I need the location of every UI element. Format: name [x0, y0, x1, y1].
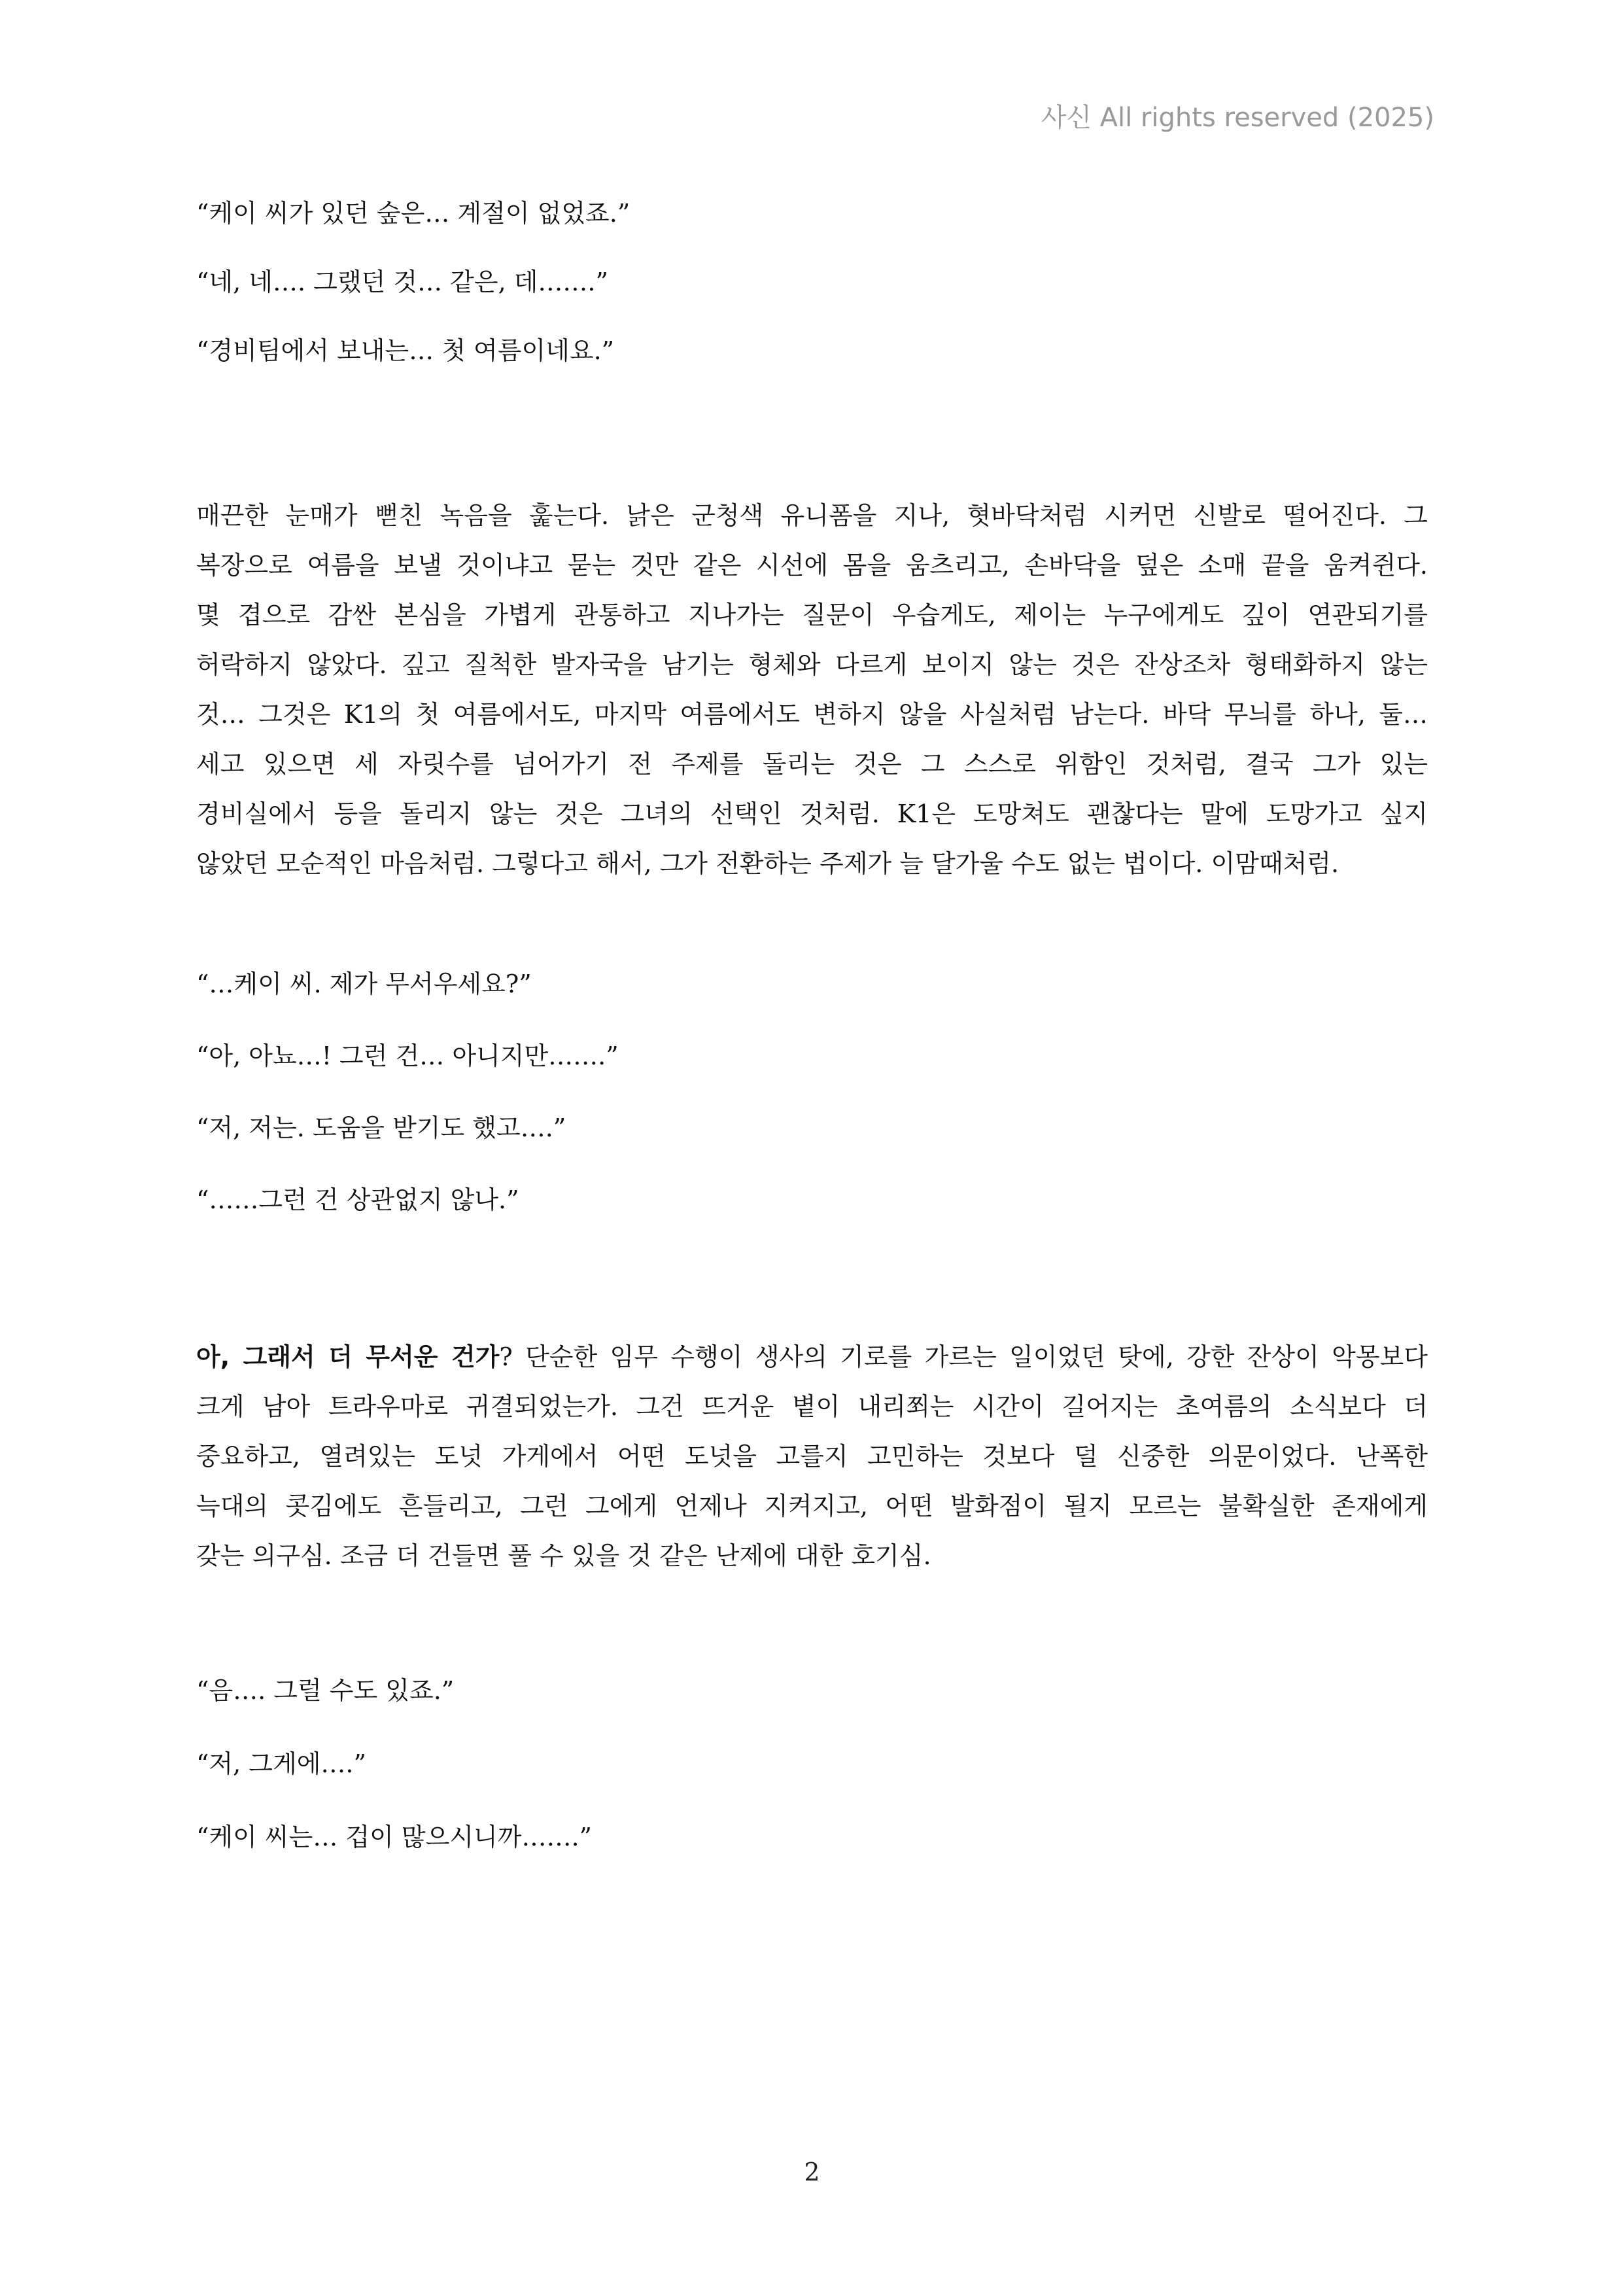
dialogue-line: “음…. 그럴 수도 있죠.”: [196, 1676, 455, 1705]
paragraph-line: 매끈한 눈매가 뻗친 녹음을 훑는다. 낡은 군청색 유니폼을 지나, 혓바닥처럼 시커먼 신발로 떨어진다. 그: [196, 501, 1428, 530]
paragraph-line: 세고 있으면 세 자릿수를 넘어가기 전 주제를 돌리는 것은 그 스스로 위함인 것처럼, 결국 그가 있는: [196, 750, 1428, 779]
page-number: 2: [804, 2158, 820, 2186]
dialogue-line: “저, 그게에….”: [196, 1749, 366, 1778]
paragraph-line: 경비실에서 등을 돌리지 않는 것은 그녀의 선택인 것처럼. K1은 도망쳐도 괜찮다는 말에 도망가고 싶지: [196, 799, 1428, 828]
paragraph-line: 늑대의 콧김에도 흔들리고, 그런 그에게 언제나 지켜지고, 어떤 발화점이 될지 모르는 불확실한 존재에게: [196, 1492, 1428, 1520]
narrative-paragraph: [196, 1332, 1428, 1581]
emphasized-thought: 아, 그래서 더 무서운 건가: [196, 1342, 500, 1371]
paragraph-line: 몇 겹으로 감싼 본심을 가볍게 관통하고 지나가는 질문이 우습게도, 제이는 누구에게도 깊이 연관되기를: [196, 601, 1428, 629]
paragraph-line: 않았던 모순적인 마음처럼. 그렇다고 해서, 그가 전환하는 주제가 늘 달가울 수도 없는 법이다. 이맘때처럼.: [196, 849, 1339, 878]
paragraph-line: [196, 1332, 1428, 1382]
dialogue-line: “네, 네…. 그랬던 것… 같은, 데…….”: [196, 268, 608, 296]
dialogue-line: “…케이 씨. 제가 무서우세요?”: [196, 970, 532, 998]
paragraph-text: ? 단순한 임무 수행이 생사의 기로를 가르는 일이었던 탓에, 강한 잔상이 악몽보다: [499, 1342, 1428, 1371]
paragraph-line: 크게 남아 트라우마로 귀결되었는가. 그건 뜨거운 볕이 내리쬐는 시간이 길어지는 초여름의 소식보다 더: [196, 1392, 1428, 1421]
narrative-paragraph: [196, 491, 1428, 888]
paragraph-line: 갖는 의구심. 조금 더 건들면 풀 수 있을 것 같은 난제에 대한 호기심.: [196, 1541, 931, 1570]
dialogue-line: “……그런 건 상관없지 않나.”: [196, 1185, 519, 1214]
paragraph-line: 것… 그것은 K1의 첫 여름에서도, 마지막 여름에서도 변하지 않을 사실처럼 남는다. 바닥 무늬를 하나, 둘…: [196, 700, 1428, 729]
dialogue-line: “경비팀에서 보내는… 첫 여름이네요.”: [196, 336, 615, 365]
copyright-header: 사신 All rights reserved (2025): [1041, 103, 1434, 133]
paragraph-line: 허락하지 않았다. 깊고 질척한 발자국을 남기는 형체와 다르게 보이지 않는 것은 잔상조차 형태화하지 않는: [196, 650, 1428, 679]
dialogue-line: “케이 씨는… 겁이 많으시니까…….”: [196, 1823, 592, 1851]
dialogue-line: “케이 씨가 있던 숲은… 계절이 없었죠.”: [196, 199, 631, 228]
dialogue-line: “저, 저는. 도움을 받기도 했고….”: [196, 1113, 566, 1142]
dialogue-line: “아, 아뇨…! 그런 건… 아니지만…….”: [196, 1042, 619, 1070]
paragraph-line: 중요하고, 열려있는 도넛 가게에서 어떤 도넛을 고를지 고민하는 것보다 덜 신중한 의문이었다. 난폭한: [196, 1442, 1428, 1471]
paragraph-line: 복장으로 여름을 보낼 것이냐고 묻는 것만 같은 시선에 몸을 움츠리고, 손바닥을 덮은 소매 끝을 움켜쥔다.: [196, 551, 1428, 580]
